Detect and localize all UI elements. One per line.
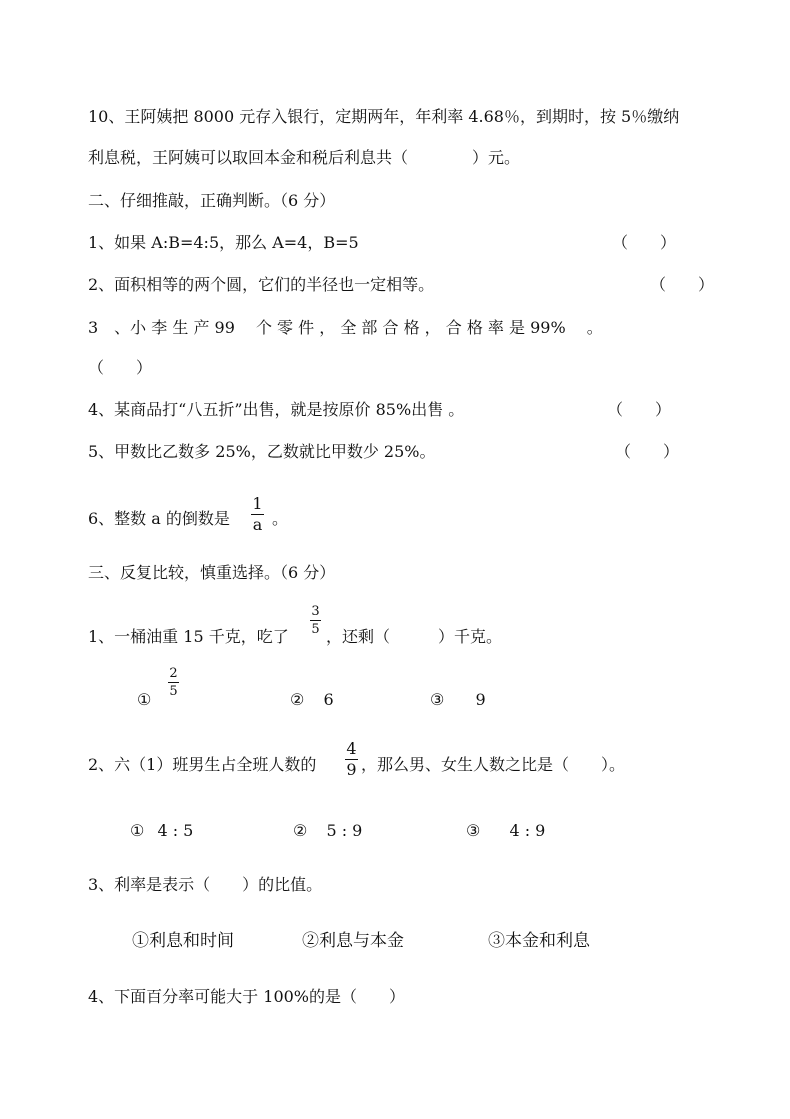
option-value: 9 [475, 690, 486, 709]
choice-q1-option-3[interactable] [430, 689, 486, 711]
section-3-heading: 三、反复比较，慎重选择。（6 分） [88, 563, 336, 582]
option-label: ② [293, 821, 308, 840]
fraction-denominator: 5 [169, 684, 178, 699]
fraction-numerator: 3 [311, 604, 320, 619]
judge-item-1-answer[interactable]: （ ） [612, 233, 677, 252]
fraction-bar [168, 682, 179, 683]
judge-item-6 [88, 508, 230, 530]
choice-q3-text: 3、利率是表示（ ）的比值。 [88, 875, 323, 894]
option-label: ① [130, 821, 145, 840]
option-label: ③ [430, 690, 445, 709]
fraction-numerator: 4 [346, 739, 357, 758]
choice-q2-tail: ，那么男、女生人数之比是（ ）。 [361, 755, 626, 774]
option-value: 4 : 5 [157, 821, 194, 840]
section-2-heading: 二、仔细推敲，正确判断。（6 分） [88, 191, 336, 210]
fraction-denominator: 9 [346, 760, 357, 779]
question-10-line-2: 利息税，王阿姨可以取回本金和税后利息共（ ）元。 [88, 148, 521, 167]
judge-item-6-tail: 。 [272, 509, 289, 528]
judge-item-2-answer[interactable]: （ ） [650, 275, 715, 294]
option-value: 6 [323, 690, 334, 709]
choice-q1-option-1[interactable]: ① [137, 690, 152, 709]
choice-q3-option-3[interactable]: ③本金和利息 [488, 931, 590, 951]
choice-q3-option-2[interactable]: ②利息与本金 [302, 931, 404, 951]
choice-q2-option-2[interactable] [293, 820, 362, 842]
judge-item-4-answer[interactable]: （ ） [607, 400, 672, 419]
judge-item-3: 3 、小 李 生 产 99 个 零 件 ， 全 部 合 格 ， 合 格 率 是 99% 。 [88, 318, 603, 337]
judge-item-6-text: 6、整数 a 的倒数是 [88, 509, 230, 528]
choice-q2-text: 2、六（1）班男生占全班人数的 [88, 755, 317, 774]
choice-q3-option-1[interactable]: ①利息和时间 [132, 931, 234, 951]
choice-q4-text: 4、下面百分率可能大于 100%的是（ ） [88, 987, 406, 1006]
choice-q1-tail: ，还剩（ ）千克。 [326, 627, 503, 646]
judge-item-1: 1、如果 A:B=4:5，那么 A=4，B=5 [88, 233, 359, 252]
option-value: 4 : 9 [509, 821, 546, 840]
option-value: 5 : 9 [326, 821, 363, 840]
judge-item-2: 2、面积相等的两个圆，它们的半径也一定相等。 [88, 275, 435, 294]
judge-item-4: 4、某商品打“八五折”出售，就是按原价 85%出售 。 [88, 400, 465, 419]
choice-q1-option-1-fraction [168, 666, 179, 699]
option-label: ③ [466, 821, 481, 840]
choice-q1-fraction [310, 604, 321, 637]
fraction-denominator: a [252, 515, 263, 534]
choice-q2-fraction [345, 740, 358, 779]
option-label: ② [290, 690, 305, 709]
question-10-line-1: 10、王阿姨把 8000 元存入银行，定期两年，年利率 4.68％，到期时，按 5％缴纳 [88, 107, 680, 126]
judge-item-6-fraction [251, 495, 264, 534]
fraction-numerator: 1 [252, 494, 263, 513]
choice-q1-option-2[interactable] [290, 689, 334, 711]
judge-item-5: 5、甲数比乙数多 25%，乙数就比甲数少 25%。 [88, 442, 436, 461]
fraction-denominator: 5 [311, 622, 320, 637]
choice-q2-option-3[interactable] [466, 820, 545, 842]
fraction-bar [310, 620, 321, 621]
judge-item-5-answer[interactable]: （ ） [615, 442, 680, 461]
judge-item-3-answer[interactable]: （ ） [88, 358, 153, 377]
choice-q1-text: 1、一桶油重 15 千克，吃了 [88, 627, 289, 646]
fraction-numerator: 2 [169, 666, 178, 681]
choice-q2-option-1[interactable] [130, 820, 193, 842]
